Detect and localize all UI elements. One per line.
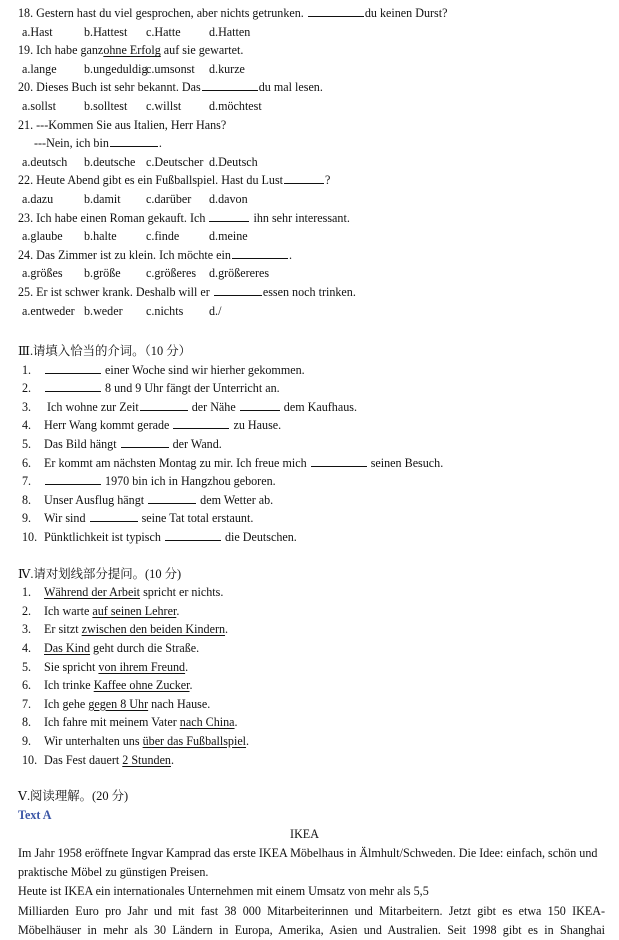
- item-number: 3.: [22, 622, 32, 637]
- answer-blank: [90, 510, 138, 522]
- item-text-tail: seine Tat total erstaunt.: [141, 511, 254, 526]
- item-number: 8.: [22, 715, 32, 730]
- answer-blank: [148, 492, 196, 504]
- answer-blank: [45, 380, 101, 392]
- item-text: 1970 bin ich in Hangzhou geboren.: [105, 474, 276, 489]
- list-item: [10, 658, 609, 677]
- list-item: [10, 751, 609, 770]
- item-text-tail: .: [234, 715, 238, 730]
- answer-blank: [173, 417, 229, 429]
- item-number: 10.: [22, 530, 38, 545]
- list-item: [10, 639, 609, 658]
- item-body: [44, 435, 609, 454]
- answer-blank: [202, 79, 258, 91]
- option-a[interactable]: a.lange: [22, 61, 57, 76]
- question-text: Heute Abend gibt es ein Fußballspiel. Hast du Lust: [36, 173, 284, 188]
- question-stem-21: [10, 116, 609, 135]
- option-row-20: [10, 97, 609, 116]
- item-body: [44, 732, 609, 751]
- item-body: [44, 472, 609, 491]
- item-text: Das Fest dauert: [44, 752, 123, 767]
- item-number: 1.: [22, 585, 32, 600]
- question-text-tail: essen noch trinken.: [262, 284, 356, 299]
- option-row-25: [10, 302, 609, 321]
- underlined-phrase: von ihrem Freund: [98, 659, 186, 674]
- item-body: [44, 751, 609, 770]
- list-item: [10, 583, 609, 602]
- option-row-21: [10, 153, 609, 172]
- question-number: 20.: [18, 80, 34, 95]
- item-text-tail: seinen Besuch.: [370, 455, 444, 470]
- answer-blank: [140, 399, 188, 411]
- item-text: Herr Wang kommt gerade: [44, 418, 170, 433]
- item-text: Sie spricht: [44, 659, 99, 674]
- item-text: einer Woche sind wir hierher gekommen.: [105, 362, 305, 377]
- item-text: Er sitzt: [44, 622, 82, 637]
- option-b[interactable]: b.größe: [84, 266, 121, 281]
- section-four-heading: Ⅳ.请对划线部分提问。(10 分): [18, 566, 182, 581]
- item-text: Er kommt am nächsten Montag zu mir. Ich freue mich: [44, 455, 307, 470]
- option-row-23: [10, 227, 609, 246]
- answer-blank: [121, 436, 169, 448]
- item-body: [44, 713, 609, 732]
- question-stem-20: [10, 78, 609, 97]
- item-text: Ich wohne zur Zeit: [47, 399, 139, 414]
- item-text: Ich gehe: [44, 696, 89, 711]
- item-body: [44, 676, 609, 695]
- item-body: [44, 639, 609, 658]
- option-row-24: [10, 264, 609, 283]
- list-item: [10, 732, 609, 751]
- item-number: 10.: [22, 752, 38, 767]
- list-item: [10, 695, 609, 714]
- item-number: 5.: [22, 659, 32, 674]
- answer-blank: [308, 5, 364, 17]
- question-text: ---Kommen Sie aus Italien, Herr Hans?: [36, 117, 227, 132]
- question-number: 22.: [18, 173, 34, 188]
- underlined-phrase: Während der Arbeit: [44, 585, 141, 600]
- section-three-heading: Ⅲ.请填入恰当的介词。（10 分）: [18, 344, 192, 359]
- list-item: [10, 509, 609, 528]
- option-d[interactable]: d.Deutsch: [209, 154, 258, 169]
- list-item: [10, 454, 609, 473]
- question-text: Das Zimmer ist zu klein. Ich möchte ein: [36, 247, 231, 262]
- item-number: 9.: [22, 511, 32, 526]
- question-stem-22: [10, 171, 609, 190]
- option-a[interactable]: a.größes: [22, 266, 63, 281]
- item-text-tail: .: [176, 603, 180, 618]
- item-text-tail: dem Wetter ab.: [200, 492, 274, 507]
- answer-blank: [311, 455, 367, 467]
- question-stem-23: [10, 209, 609, 228]
- underlined-phrase: auf seinen Lehrer: [92, 603, 177, 618]
- question-number: 21.: [18, 117, 34, 132]
- option-a[interactable]: a.glaube: [22, 229, 63, 244]
- list-item: [10, 602, 609, 621]
- list-item: [10, 416, 609, 435]
- list-item: [10, 528, 609, 547]
- option-d[interactable]: d.Hatten: [209, 24, 251, 39]
- item-number: 5.: [22, 437, 32, 452]
- underlined-phrase: nach China: [179, 715, 235, 730]
- item-body: [44, 398, 609, 417]
- item-text-tail: geht durch die Straße.: [90, 641, 200, 655]
- question-number: 19.: [18, 43, 34, 58]
- item-number: 6.: [22, 678, 32, 693]
- option-c[interactable]: c.umsonst: [146, 61, 195, 76]
- item-text-tail: nach Hause.: [148, 696, 211, 711]
- answer-blank: [165, 529, 221, 541]
- option-row-18: [10, 23, 609, 42]
- option-d[interactable]: d.möchtest: [209, 98, 262, 113]
- question-text: ---Nein, ich bin: [34, 136, 109, 151]
- underlined-phrase: gegen 8 Uhr: [88, 696, 149, 711]
- item-text: Ich warte: [44, 603, 93, 618]
- option-c[interactable]: c.darüber: [146, 191, 192, 206]
- question-number: 18.: [18, 6, 34, 20]
- option-b[interactable]: b.solltest: [84, 98, 128, 113]
- item-number: 8.: [22, 492, 32, 507]
- item-number: 7.: [22, 474, 32, 489]
- item-body: [44, 528, 609, 547]
- question-text: Ich habe einen Roman gekauft. Ich: [36, 210, 206, 225]
- option-a[interactable]: a.entweder: [22, 303, 75, 318]
- question-stem-25: [10, 283, 609, 302]
- item-body: [44, 361, 609, 380]
- item-text-tail: .: [189, 678, 193, 693]
- section-five-heading: Ⅴ.阅读理解。(20 分): [18, 789, 129, 804]
- article-paragraph-2: Heute ist IKEA ein internationales Unternehmen mit einem Umsatz von mehr als 5,5: [18, 884, 429, 899]
- list-item: [10, 620, 609, 639]
- question-text-tail: ?: [325, 173, 331, 188]
- underlined-phrase: 2 Stunden: [122, 752, 171, 767]
- item-text: Ich trinke: [44, 678, 94, 693]
- item-text-tail: der Wand.: [172, 437, 222, 452]
- option-c[interactable]: c.Deutscher: [146, 154, 204, 169]
- option-c[interactable]: c.Hatte: [146, 24, 181, 39]
- option-d[interactable]: d.davon: [209, 191, 248, 206]
- item-number: 4.: [22, 641, 32, 655]
- underlined-phrase: Das Kind: [44, 641, 91, 655]
- question-text: Ich habe ganz: [36, 43, 104, 58]
- question-text-tail: auf sie gewartet.: [163, 43, 244, 58]
- option-d[interactable]: d.größereres: [209, 266, 270, 281]
- item-text: Wir unterhalten uns: [44, 733, 143, 748]
- item-number: 2.: [22, 381, 32, 396]
- option-b[interactable]: b.damit: [84, 191, 121, 206]
- item-body: [44, 602, 609, 621]
- item-body: [44, 509, 609, 528]
- item-number: 3.: [22, 399, 32, 414]
- list-item: [10, 713, 609, 732]
- option-b[interactable]: b.weder: [84, 303, 123, 318]
- underlined-phrase: Kaffee ohne Zucker: [93, 678, 190, 693]
- list-item: [10, 491, 609, 510]
- option-b[interactable]: b.deutsche: [84, 154, 136, 169]
- option-d[interactable]: d./: [209, 303, 222, 318]
- answer-blank: [209, 210, 249, 222]
- item-text-tail: spricht er nichts.: [140, 585, 224, 600]
- item-text-tail: .: [246, 733, 250, 748]
- question-number: 23.: [18, 210, 34, 225]
- underlined-phrase: über das Fußballspiel: [142, 733, 247, 748]
- question-text-tail: du keinen Durst?: [364, 6, 448, 20]
- option-a[interactable]: a.sollst: [22, 98, 56, 113]
- item-text-tail: .: [185, 659, 189, 674]
- item-body: [44, 658, 609, 677]
- item-body: [44, 454, 609, 473]
- item-body: [44, 620, 609, 639]
- option-b[interactable]: b.halte: [84, 229, 117, 244]
- item-text: Unser Ausflug hängt: [44, 492, 145, 507]
- item-text-tail: die Deutschen.: [224, 530, 297, 545]
- item-text: Wir sind: [44, 511, 86, 526]
- item-number: 1.: [22, 362, 32, 377]
- question-text: Dieses Buch ist sehr bekannt. Das: [36, 80, 201, 95]
- item-number: 2.: [22, 603, 32, 618]
- list-item: [10, 361, 609, 380]
- item-body: [44, 416, 609, 435]
- option-b[interactable]: b.ungeduldig: [84, 61, 148, 76]
- item-text: 8 und 9 Uhr fängt der Unterricht an.: [105, 381, 280, 396]
- list-item: [10, 676, 609, 695]
- question-text-tail: ihn sehr interessant.: [253, 210, 350, 225]
- option-row-22: [10, 190, 609, 209]
- option-c[interactable]: c.willst: [146, 98, 182, 113]
- question-number: 24.: [18, 247, 34, 262]
- question-text-tail: .: [158, 136, 162, 151]
- answer-blank: [284, 172, 324, 184]
- section-three: [10, 342, 609, 547]
- underlined-phrase: zwischen den beiden Kindern: [81, 622, 226, 637]
- spacer: [10, 769, 609, 787]
- item-number: 9.: [22, 733, 32, 748]
- answer-blank: [110, 135, 158, 147]
- question-stem-19: [10, 41, 609, 60]
- question-number: 25.: [18, 284, 34, 299]
- spacer: [10, 320, 609, 342]
- question-text-tail: du mal lesen.: [258, 80, 323, 95]
- list-item: [10, 398, 609, 417]
- option-c[interactable]: c.finde: [146, 229, 180, 244]
- answer-blank: [240, 399, 280, 411]
- question-text: Gestern hast du viel gesprochen, aber nichts getrunken.: [36, 6, 304, 20]
- article-title: IKEA: [290, 826, 319, 841]
- article-paragraph-3: Milliarden Euro pro Jahr und mit fast 38 000 Mitarbeiterinnen und Mitarbeitern. Jetzt gibt es etwa 150 IKEA-Möbelhäuser in mehr als 30 Ländern in Europa, Amerika, Asien und Australien. Seit 1998 gibt es in Shanghai: [18, 903, 605, 937]
- option-a[interactable]: a.dazu: [22, 191, 54, 206]
- item-text-mid: der Nähe: [191, 399, 236, 414]
- question-stem-21-answer-line: [10, 134, 609, 153]
- question-text-tail: .: [288, 247, 292, 262]
- item-text-tail: dem Kaufhaus.: [283, 399, 357, 414]
- section-four: [10, 565, 609, 770]
- question-text: Er ist schwer krank. Deshalb will er: [36, 284, 210, 299]
- item-body: [44, 491, 609, 510]
- item-text-tail: .: [170, 752, 175, 767]
- item-body: [44, 379, 609, 398]
- option-b[interactable]: b.Hattest: [84, 24, 128, 39]
- option-c[interactable]: c.größeres: [146, 266, 197, 281]
- item-body: [44, 583, 609, 602]
- section-five: [10, 787, 609, 940]
- item-body: [44, 695, 609, 714]
- answer-blank: [232, 247, 288, 259]
- option-row-19: [10, 60, 609, 79]
- article-paragraph-1: Im Jahr 1958 eröffnete Ingvar Kamprad das erste IKEA Möbelhaus in Älmhult/Schweden. Die Idee: einfach, schön und praktische Möbel zu günstigen Preisen.: [18, 845, 598, 880]
- answer-blank: [45, 362, 101, 374]
- option-d[interactable]: d.meine: [209, 229, 248, 244]
- spacer: [10, 547, 609, 565]
- underlined-phrase: ohne Erfolg: [103, 43, 161, 58]
- item-number: 7.: [22, 696, 32, 711]
- item-text-tail: .: [225, 622, 229, 637]
- option-a[interactable]: a.deutsch: [22, 154, 68, 169]
- text-a-label: Text A: [18, 807, 52, 822]
- answer-blank: [45, 473, 101, 485]
- multiple-choice-section: [10, 4, 609, 320]
- item-number: 6.: [22, 455, 32, 470]
- option-c[interactable]: c.nichts: [146, 303, 184, 318]
- list-item: [10, 379, 609, 398]
- item-text: Das Bild hängt: [44, 437, 117, 452]
- item-text-tail: zu Hause.: [233, 418, 282, 433]
- option-d[interactable]: d.kurze: [209, 61, 245, 76]
- option-a[interactable]: a.Hast: [22, 24, 53, 39]
- question-stem-24: [10, 246, 609, 265]
- item-text: Ich fahre mit meinem Vater: [44, 715, 180, 730]
- item-text: Pünktlichkeit ist typisch: [44, 530, 161, 545]
- item-number: 4.: [22, 418, 32, 433]
- question-stem-18: [10, 4, 609, 23]
- answer-blank: [214, 284, 262, 296]
- list-item: [10, 435, 609, 454]
- list-item: [10, 472, 609, 491]
